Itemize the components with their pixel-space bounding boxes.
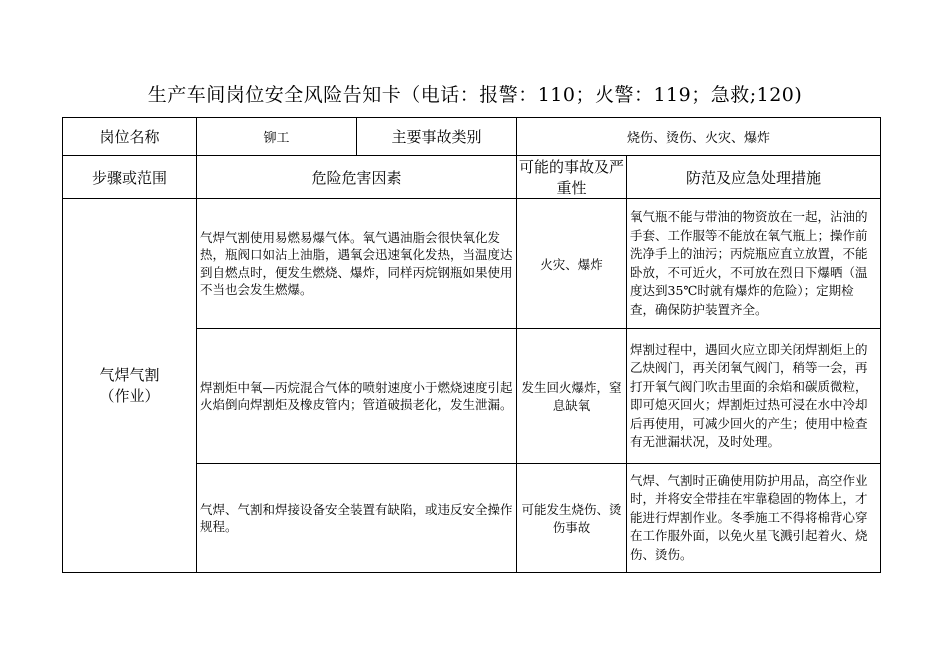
accident-cell: 发生回火爆炸，窒息缺氧 xyxy=(517,329,627,464)
measures-cell: 气焊、气割时正确使用防护用品，高空作业时，并将安全带挂在牢靠稳固的物体上，才能进行焊割作业。冬季施工不得将棉背心穿在工作服外面，以免火星飞溅引起着火、烧伤、烫伤。 xyxy=(627,464,881,573)
post-value: 铆工 xyxy=(197,118,357,156)
column-header-accident: 可能的事故及严重性 xyxy=(517,156,627,199)
accident-type-value: 烧伤、烫伤、火灾、爆炸 xyxy=(517,118,881,156)
accident-type-label: 主要事故类别 xyxy=(357,118,517,156)
hazard-cell: 焊割炬中氧—丙烷混合气体的喷射速度小于燃烧速度引起火焰倒向焊割炬及橡皮管内；管道破损老化，发生泄漏。 xyxy=(197,329,517,464)
measures-cell: 氧气瓶不能与带油的物资放在一起，沾油的手套、工作服等不能放在氧气瓶上；操作前洗净手上的油污；丙烷瓶应直立放置，不能卧放，不可近火，不可放在烈日下爆晒（温度达到35℃时就有爆炸的危险）；定期检查，确保防护装置齐全。 xyxy=(627,199,881,329)
hazard-cell: 气焊、气割和焊接设备安全装置有缺陷，或违反安全操作规程。 xyxy=(197,464,517,573)
post-label: 岗位名称 xyxy=(63,118,197,156)
table-row xyxy=(63,199,881,329)
column-header-measures: 防范及应急处理措施 xyxy=(627,156,881,199)
column-header-step: 步骤或范围 xyxy=(63,156,197,199)
risk-notice-table xyxy=(62,117,881,573)
accident-cell: 可能发生烧伤、烫伤事故 xyxy=(517,464,627,573)
page-title: 生产车间岗位安全风险告知卡（电话：报警：110；火警：119；急救;120) xyxy=(147,84,803,106)
step-name: 气焊气割 （作业） xyxy=(63,199,197,573)
measures-cell: 焊割过程中，遇回火应立即关闭焊割炬上的乙炔阀门，再关闭氧气阀门，稍等一会，再打开氧气阀门吹击里面的余焰和碳质微粒，即可熄灭回火；焊割炬过热可浸在水中冷却后再使用，可减少回火的产生；使用中检查有无泄漏状况，及时处理。 xyxy=(627,329,881,464)
header-row-post xyxy=(63,118,881,156)
column-header-row xyxy=(63,156,881,199)
accident-cell: 火灾、爆炸 xyxy=(517,199,627,329)
column-header-hazard: 危险危害因素 xyxy=(197,156,517,199)
hazard-cell: 气焊气割使用易燃易爆气体。氧气遇油脂会很快氧化发热，瓶阀口如沾上油脂，遇氧会迅速氧化发热，当温度达到自燃点时，便发生燃烧、爆炸，同样丙烷钢瓶如果使用不当也会发生燃爆。 xyxy=(197,199,517,329)
